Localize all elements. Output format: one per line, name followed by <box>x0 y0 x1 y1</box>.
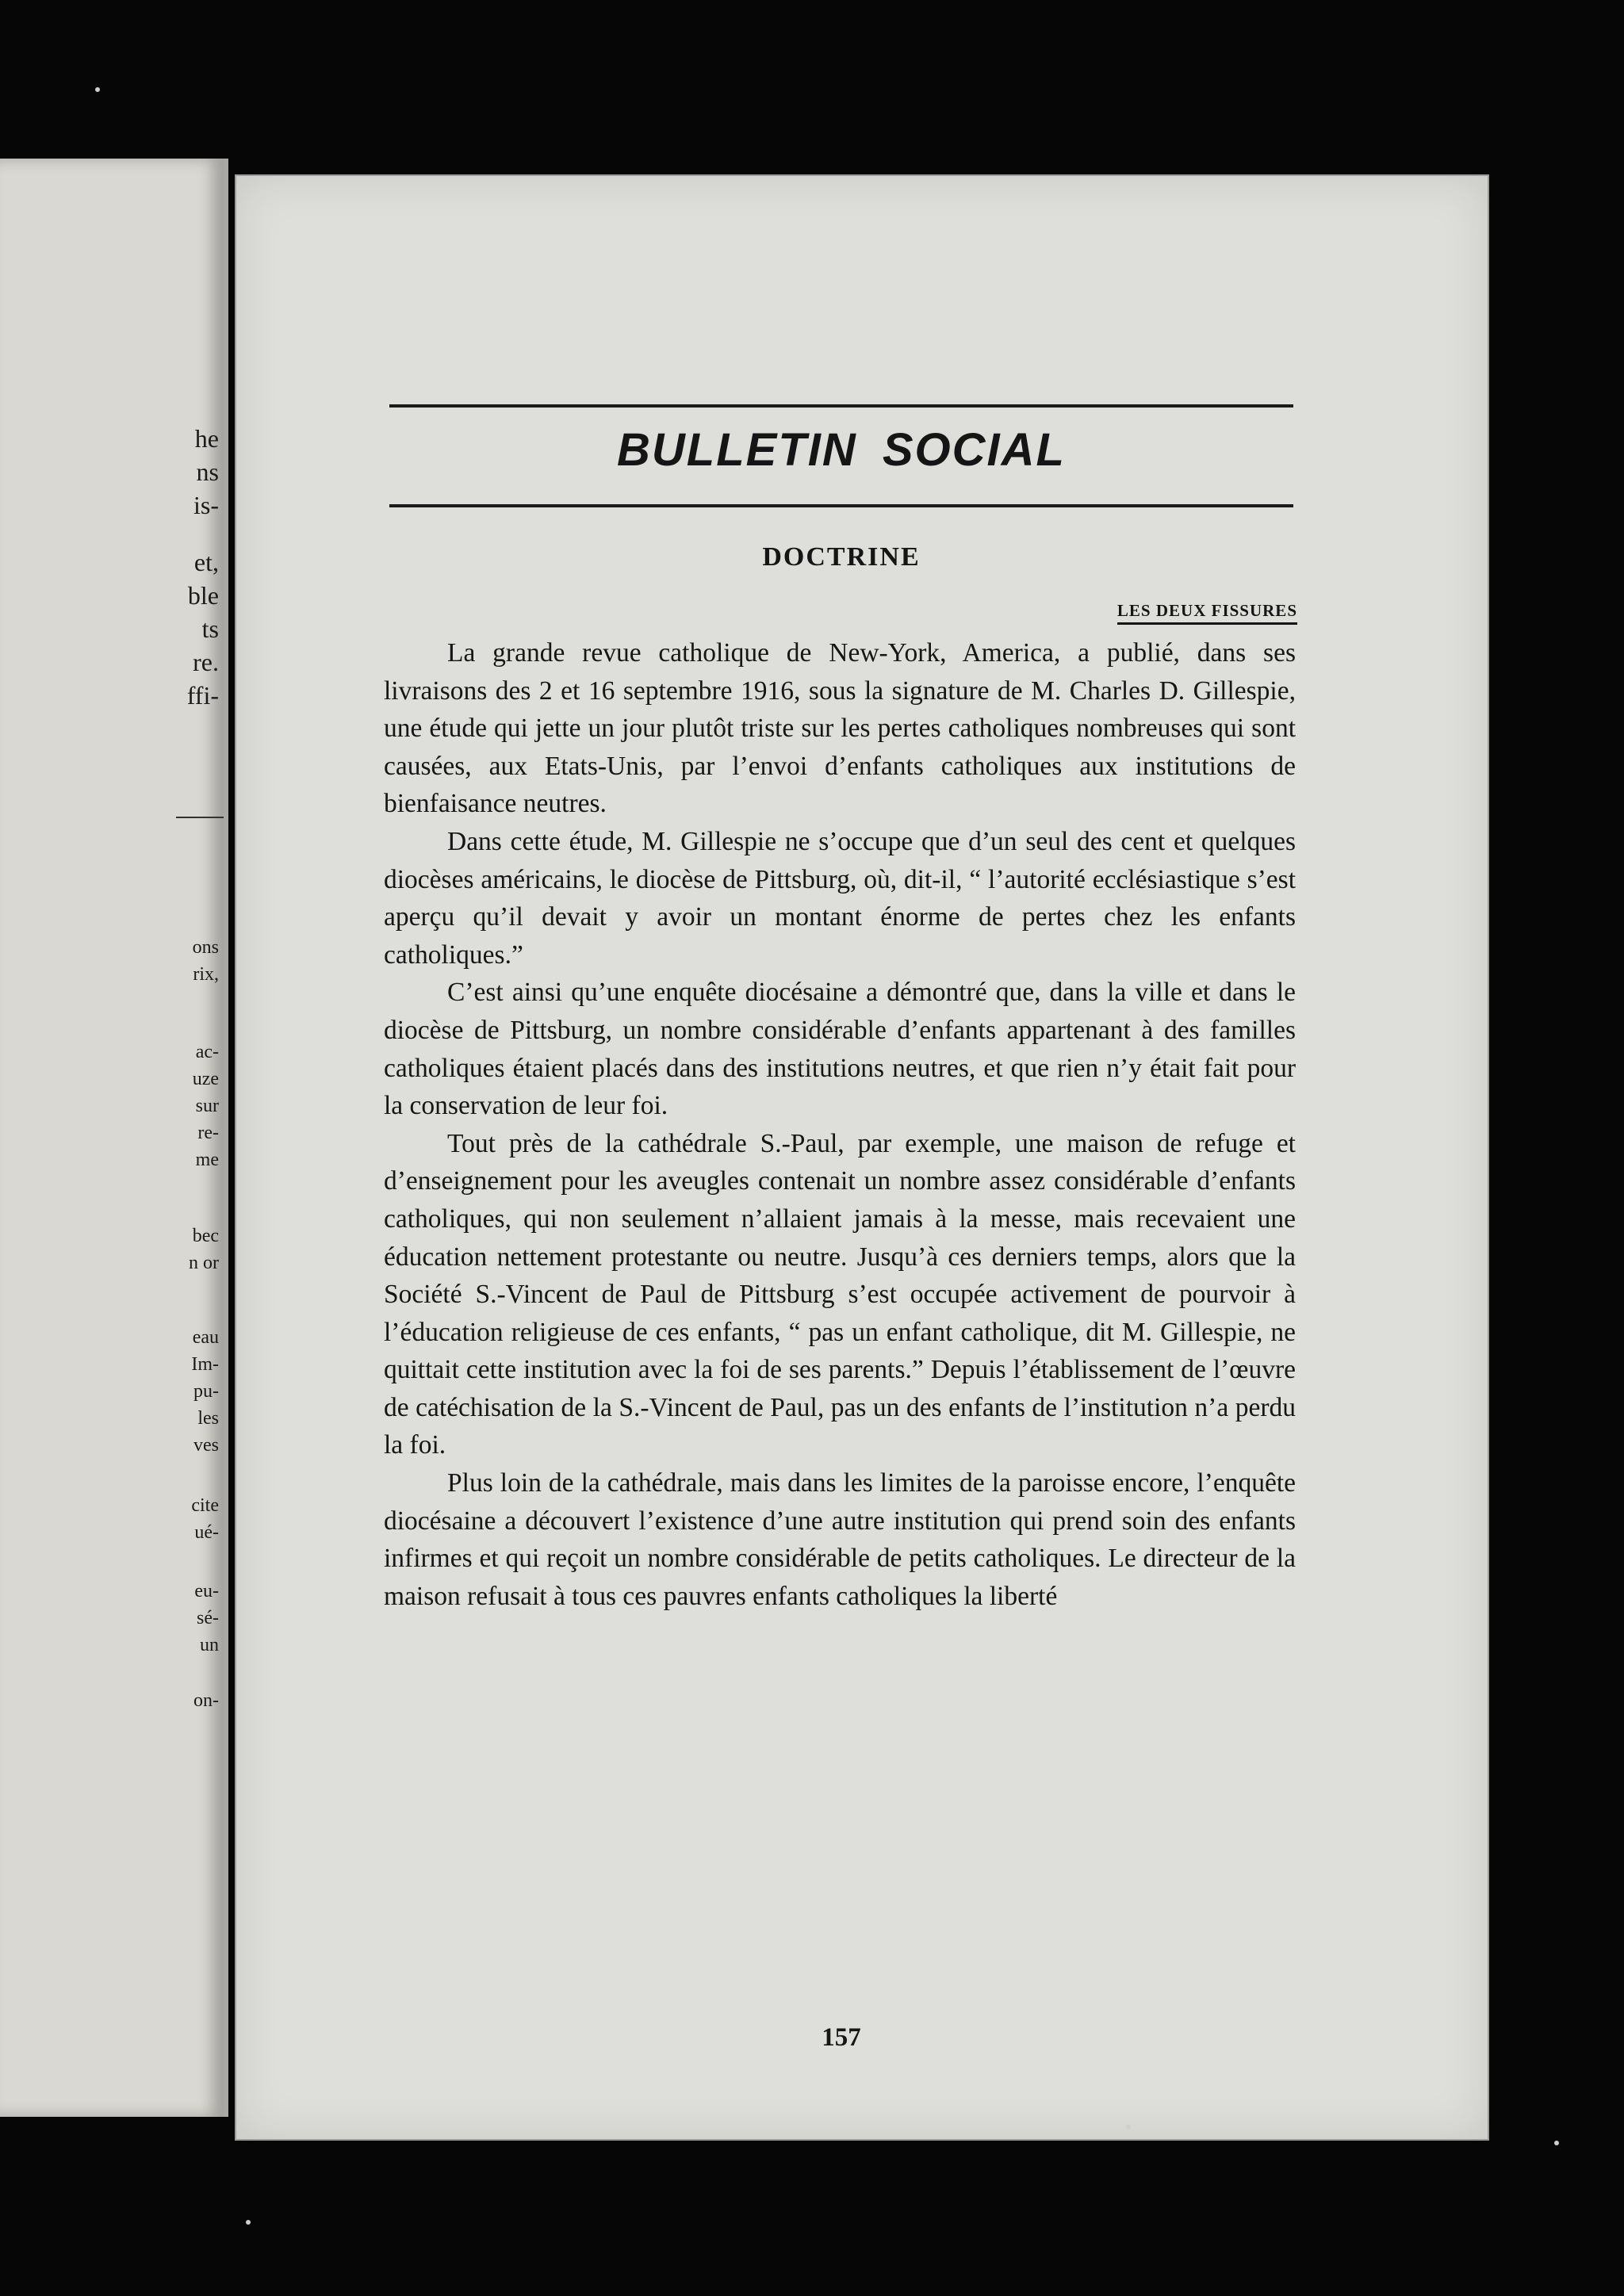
left-page-fragment: sé- <box>197 1608 219 1628</box>
left-page-fragment: re- <box>197 1123 219 1143</box>
section-title: DOCTRINE <box>762 542 921 572</box>
left-page-fragment: pu- <box>193 1381 219 1402</box>
left-page-fragment: on- <box>193 1690 219 1711</box>
left-page-fragment: re. <box>193 648 219 676</box>
dust-speck <box>1554 2141 1559 2145</box>
previous-page-edge <box>0 159 228 2117</box>
left-page-fragment: ffi- <box>186 681 219 710</box>
left-page-fragment: uze <box>192 1069 219 1089</box>
left-page-fragment: n or <box>189 1253 219 1273</box>
paragraph: C’est ainsi qu’une enquête diocésaine a démontré que, dans la ville et dans le diocèse de Pittsburg, un nombre considérable d’enfants appartenant à des familles catholiques étaient placés dans des institutions neutres, et que rien n’y était fait pour la conservation de leur foi. <box>384 978 1296 1121</box>
left-page-divider <box>176 817 224 818</box>
left-page-fragment: is- <box>193 491 219 519</box>
header-rule-bottom <box>389 504 1293 507</box>
left-page-fragment: rix, <box>193 964 219 985</box>
bulletin-title: BULLETIN SOCIAL <box>617 424 1066 476</box>
left-page-fragment: Im- <box>191 1354 219 1375</box>
paragraph: Dans cette étude, M. Gillespie ne s’occupe que d’un seul des cent et quelques diocèses américains, le diocèse de Pittsburg, où, dit-il, “ l’autorité ecclésiastique s’est aperçu qu’il devait y avoir un montant énorme de pertes chez les enfants catholiques.” <box>384 826 1296 970</box>
left-page-fragment: et, <box>193 548 219 576</box>
left-page-fragment: un <box>200 1635 219 1655</box>
left-page-fragment: sur <box>195 1096 219 1116</box>
document-page <box>236 176 1488 2139</box>
article-body <box>384 634 1296 1615</box>
left-page-fragment: ué- <box>194 1522 219 1543</box>
left-page-fragment: les <box>197 1408 219 1429</box>
left-page-fragment: he <box>194 424 219 453</box>
left-page-fragment: me <box>195 1150 219 1170</box>
paragraph: Tout près de la cathédrale S.-Paul, par exemple, une maison de refuge et d’enseignement pour les aveugles contenait un nombre assez considérable d’enfants catholiques, qui non seulement n’allaient jamais à la messe, mais recevaient une éducation nettement protestante ou neutre. Jusqu’à ces derniers temps, alors que la Société S.-Vincent de Paul de Pittsburg s’est occupée activement de pourvoir à l’éducation religieuse de ces enfants, “ pas un enfant catholique, dit M. Gillespie, ne quittait cette institution avec la foi de ses parents.” Depuis l’établissement de l’œuvre de catéchisation de la S.-Vincent de Paul, pas un des enfants de l’institution n’a perdu la foi. <box>384 1128 1296 1460</box>
left-page-fragment: bec <box>192 1226 219 1246</box>
dust-speck <box>1126 2125 1131 2130</box>
left-page-fragment: ves <box>193 1435 219 1456</box>
left-page-fragment: ts <box>201 614 219 643</box>
dust-speck <box>95 87 100 92</box>
left-page-fragment: eau <box>192 1327 219 1348</box>
header-rule-top <box>389 404 1293 408</box>
left-page-fragment: eu- <box>194 1581 219 1601</box>
subsection-title: LES DEUX FISSURES <box>1117 601 1297 625</box>
dust-speck <box>246 2220 251 2225</box>
left-page-fragment: ac- <box>195 1042 219 1062</box>
paragraph: La grande revue catholique de New-York, America, a publié, dans ses livraisons des 2 et 16 septembre 1916, sous la signature de M. Charles D. Gillespie, une étude qui jette un jour plutôt triste sur les pertes catholiques nombreuses qui sont causées, aux Etats-Unis, par l’envoi d’enfants catholiques aux institutions de bienfaisance neutres. <box>384 638 1296 819</box>
left-page-fragment: ons <box>192 937 219 958</box>
paragraph: Plus loin de la cathédrale, mais dans les limites de la paroisse encore, l’enquête diocésaine a découvert l’existence d’une autre institution qui prend soin des enfants infirmes et qui reçoit un nombre considérable de petits catholiques. Le directeur de la maison refusait à tous ces pauvres enfants catholiques la liberté <box>384 1468 1296 1611</box>
left-page-fragment: ble <box>187 581 219 610</box>
page-number: 157 <box>822 2023 861 2052</box>
left-page-fragment: ns <box>196 457 219 486</box>
left-page-fragment: cite <box>191 1495 219 1516</box>
